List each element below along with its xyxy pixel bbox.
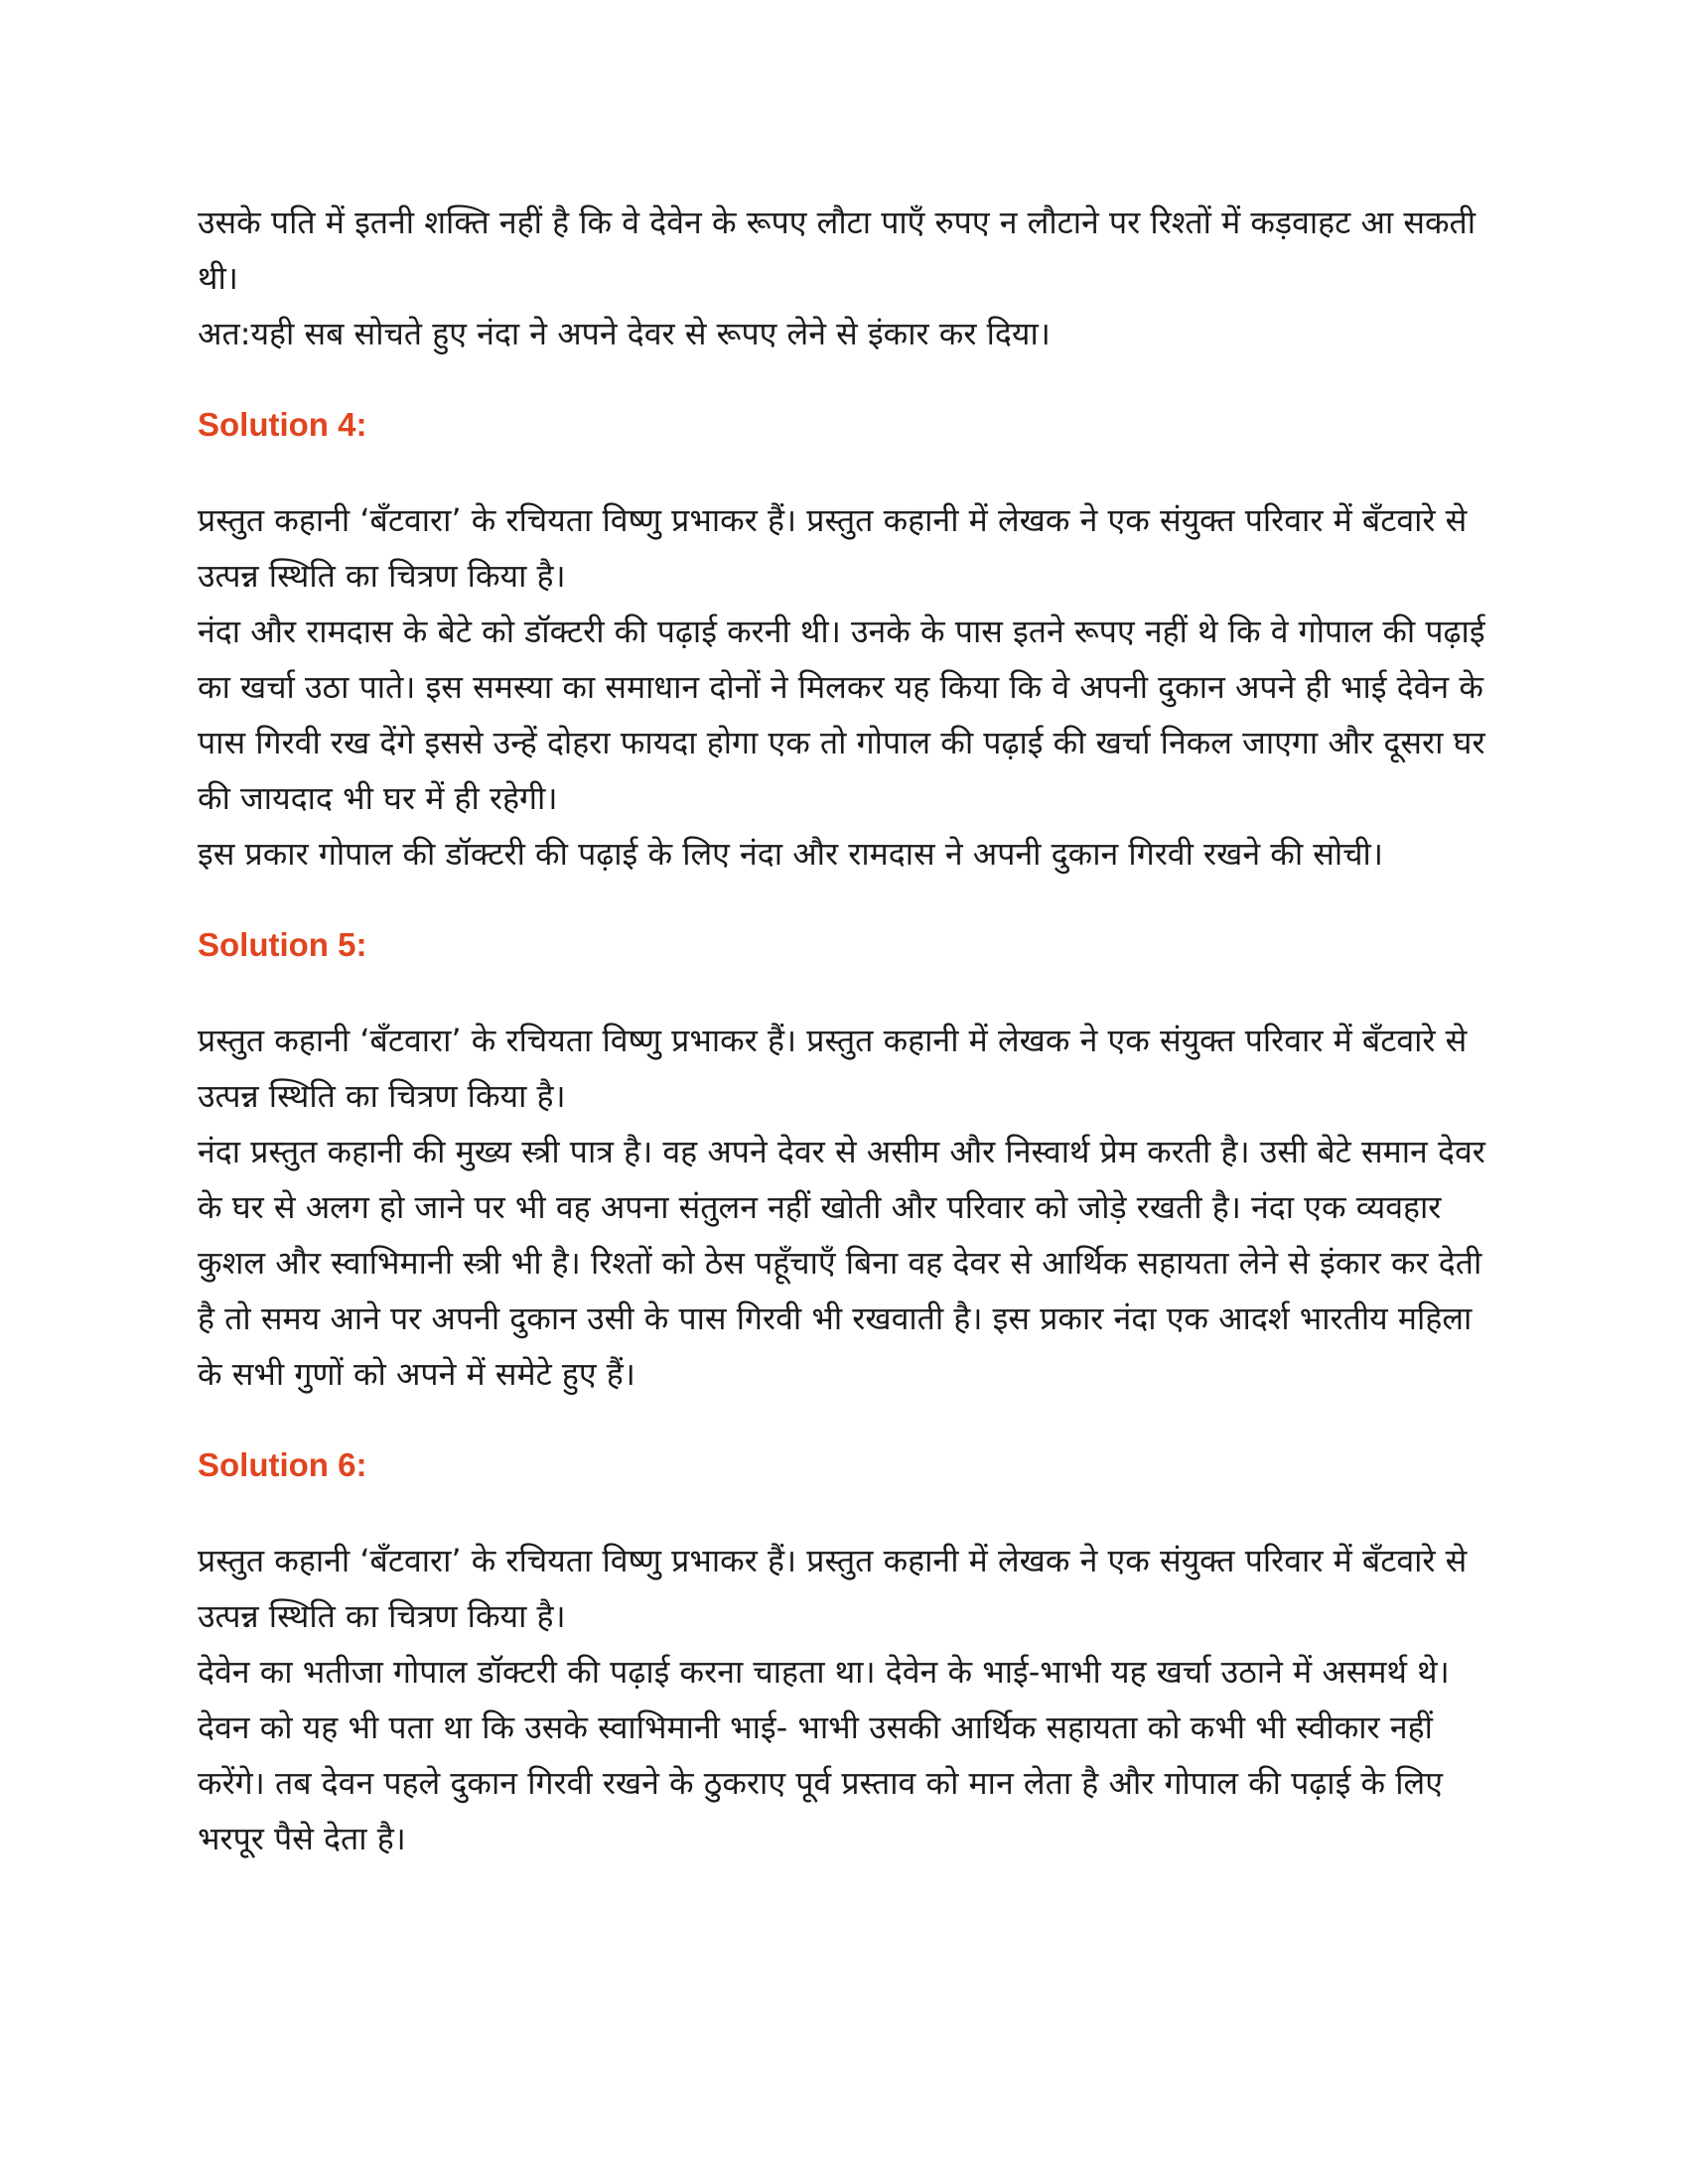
solution-heading: Solution 4: xyxy=(198,406,367,443)
paragraph: नंदा और रामदास के बेटे को डॉक्टरी की पढ़ाई करनी थी। उनके के पास इतने रूपए नहीं थे कि वे गोपाल की पढ़ाई का खर्चा उठा पाते। इस समस्या का समाधान दोनों ने मिलकर यह किया कि वे अपनी दुकान अपने ही भाई देवेन के पास गिरवी रख देंगे इससे उन्हें दोहरा फायदा होगा एक तो गोपाल की पढ़ाई की खर्चा निकल जाएगा और दूसरा घर की जायदाद भी घर में ही रहेगी। xyxy=(198,613,1485,817)
paragraph: नंदा प्रस्तुत कहानी की मुख्य स्त्री पात्र है। वह अपने देवर से असीम और निस्वार्थ प्रेम करती है। उसी बेटे समान देवर के घर से अलग हो जाने पर भी वह अपना संतुलन नहीं खोती और परिवार को जोड़े रखती है। नंदा एक व्यवहार कुशल और स्वाभिमानी स्त्री भी है। रिश्तों को ठेस पहूँचाएँ बिना वह देवर से आर्थिक सहायता लेने से इंकार कर देती है तो समय आने पर अपनी दुकान उसी के पास गिरवी भी रखवाती है। इस प्रकार नंदा एक आदर्श भारतीय महिला के सभी गुणों को अपने में समेटे हुए हैं। xyxy=(198,1133,1485,1393)
paragraph: प्रस्तुत कहानी ‘बँटवारा’ के रचियता विष्णु प्रभाकर हैं। प्रस्तुत कहानी में लेखक ने एक संयुक्त परिवार में बँटवारे से उत्पन्न स्थिति का चित्रण किया है। xyxy=(198,1022,1468,1115)
solution-heading: Solution 5: xyxy=(198,926,367,963)
paragraph: इस प्रकार गोपाल की डॉक्टरी की पढ़ाई के लिए नंदा और रामदास ने अपनी दुकान गिरवी रखने की सोची। xyxy=(198,835,1383,873)
intro-section xyxy=(198,195,1499,361)
paragraph: प्रस्तुत कहानी ‘बँटवारा’ के रचियता विष्णु प्रभाकर हैं। प्रस्तुत कहानी में लेखक ने एक संयुक्त परिवार में बँटवारे से उत्पन्न स्थिति का चित्रण किया है। xyxy=(198,501,1468,595)
solution-6-section xyxy=(198,1445,1499,1866)
paragraph: प्रस्तुत कहानी ‘बँटवारा’ के रचियता विष्णु प्रभाकर हैं। प्रस्तुत कहानी में लेखक ने एक संयुक्त परिवार में बँटवारे से उत्पन्न स्थिति का चित्रण किया है। xyxy=(198,1542,1468,1635)
solution-heading: Solution 6: xyxy=(198,1446,367,1483)
solution-4-section xyxy=(198,405,1499,882)
paragraph: देवेन का भतीजा गोपाल डॉक्टरी की पढ़ाई करना चाहता था। देवेन के भाई-भाभी यह खर्चा उठाने में असमर्थ थे। देवन को यह भी पता था कि उसके स्वाभिमानी भाई- भाभी उसकी आर्थिक सहायता को कभी भी स्वीकार नहीं करेंगे। तब देवन पहले दुकान गिरवी रखने के ठुकराए पूर्व प्रस्ताव को मान लेता है और गोपाल की पढ़ाई के लिए भरपूर पैसे देता है। xyxy=(198,1653,1450,1857)
solution-5-section xyxy=(198,925,1499,1402)
paragraph: उसके पति में इतनी शक्ति नहीं है कि वे देवेन के रूपए लौटा पाएँ रुपए न लौटाने पर रिश्तों में कड़वाहट आ सकती थी। xyxy=(198,204,1477,297)
paragraph: अत:यही सब सोचते हुए नंदा ने अपने देवर से रूपए लेने से इंकार कर दिया। xyxy=(198,315,1051,352)
